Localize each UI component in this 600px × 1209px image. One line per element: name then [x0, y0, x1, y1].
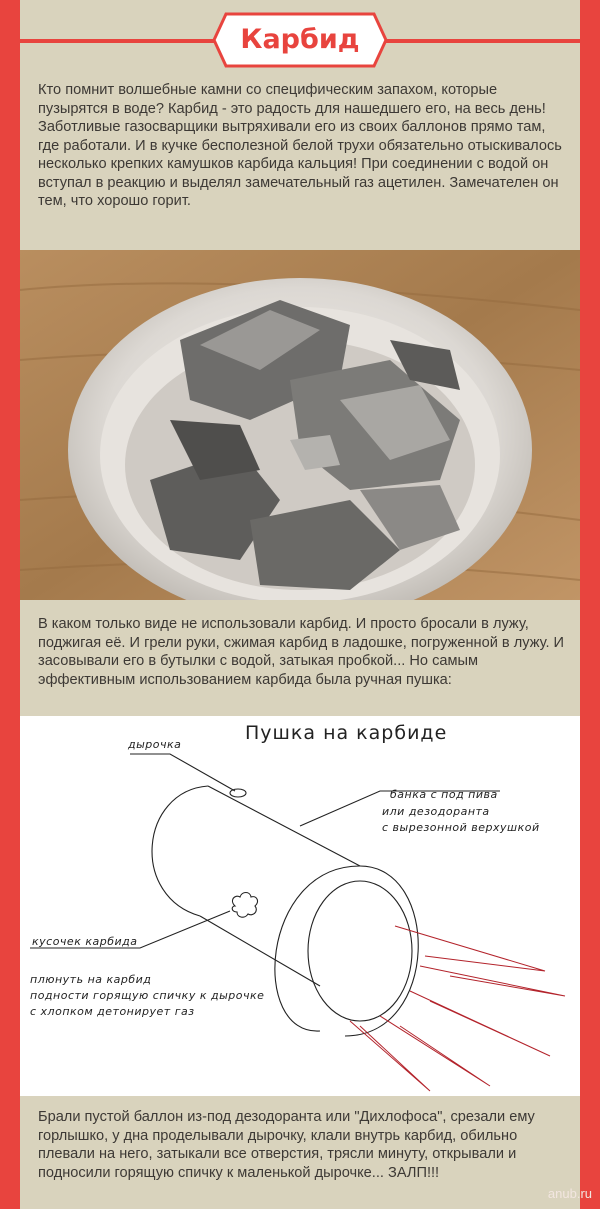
title-badge [212, 12, 388, 68]
label-can-1: банка с под пива [390, 788, 498, 801]
instruction-line-1: плюнуть на карбид [30, 973, 152, 986]
carbide-cannon-diagram [20, 716, 580, 1096]
intro-paragraph: Кто помнит волшебные камни со специфическим запахом, которые пузырятся в воде? Карбид - это радость для нашедшего его, на весь день! Заботливые газосварщики вытряхивали его из своих баллонов прямо там, где работали. И в кучке бесполезной белой трухи обязательно отыскивалось несколько крепких камушков карбида кальция! При соединении с водой он вступал в реакцию и выделял замечательный газ ацетилен. Замечателен он тем, что хорошо горит. [38, 82, 562, 209]
instruction-line-3: с хлопком детонирует газ [30, 1005, 195, 1018]
label-carbide-piece: кусочек карбида [32, 935, 138, 948]
label-can-3: с вырезонной верхушкой [382, 821, 540, 834]
watermark: anub.ru [547, 1186, 592, 1201]
carbide-photo [20, 250, 580, 600]
middle-paragraph: В каком только виде не использовали карбид. И просто бросали в лужу, поджигая её. И грели руки, сжимая карбид в ладошке, погруженной в лужу. И засовывали его в бутылки с водой, затыкая пробкой... Но самым эффективным использованием карбида была ручная пушка: [38, 616, 565, 688]
instruction-line-2: подности горящую спичку к дырочке [30, 989, 265, 1002]
label-hole: дырочка [128, 738, 182, 751]
label-can-2: или дезодоранта [382, 805, 490, 818]
diagram-title: Пушка на карбиде [245, 722, 448, 744]
page-title: Карбид [240, 24, 360, 55]
ending-paragraph: Брали пустой баллон из-под дезодоранта или "Дихлофоса", срезали ему горлышко, у дна проделывали дырочку, клали внутрь карбид, обильно плевали на него, затыкали все отверстия, трясли минуту, открывали и подносили горящую спичку к маленькой дырочке... ЗАЛП!!! [38, 1109, 535, 1181]
